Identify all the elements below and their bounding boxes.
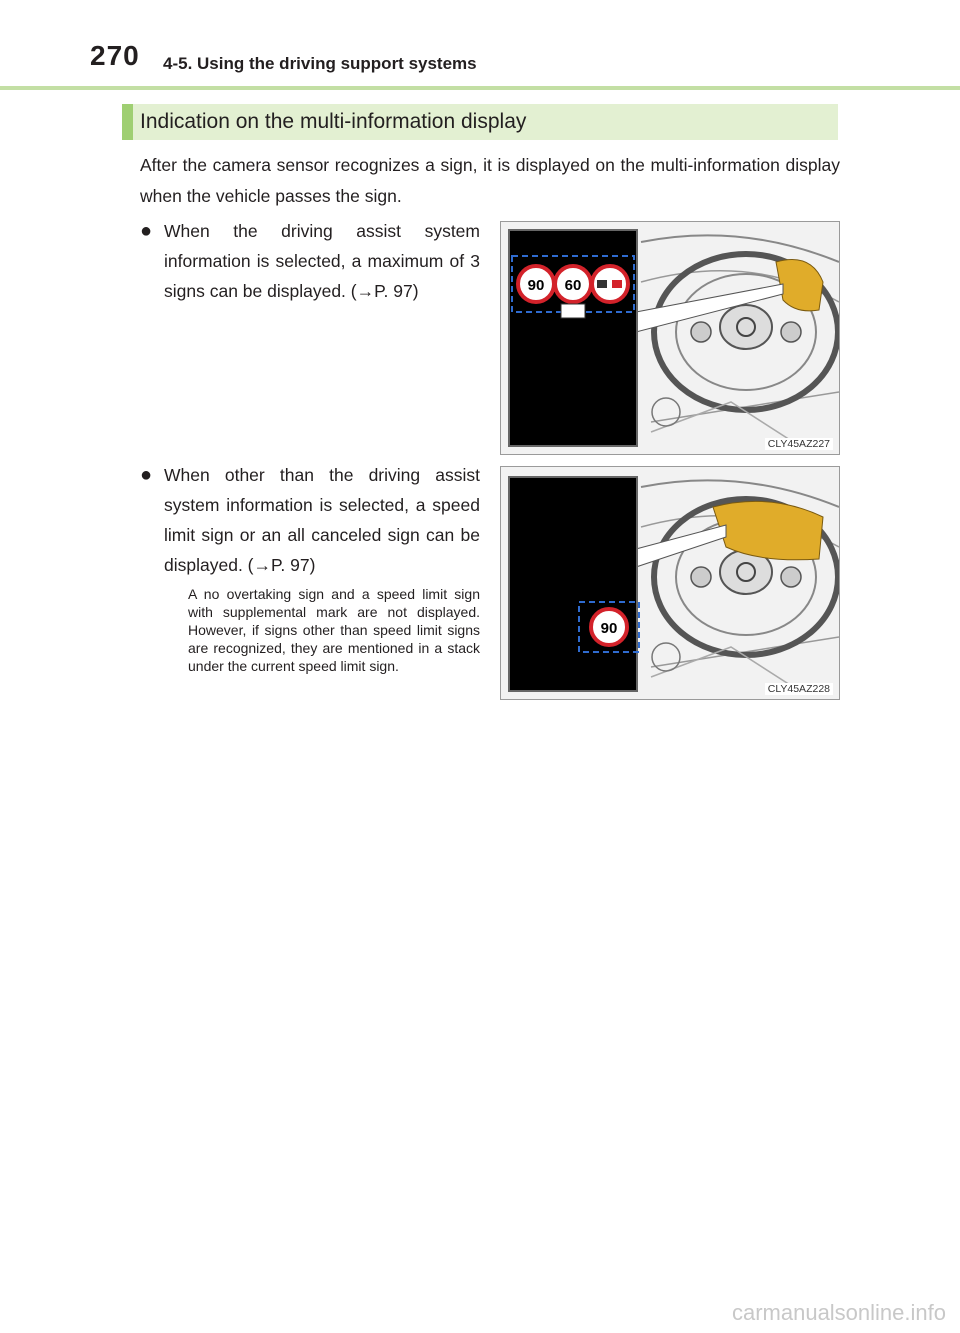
header-divider	[0, 86, 960, 90]
figure-code: CLY45AZ228	[765, 683, 833, 695]
figure-speed-limit-display	[500, 466, 840, 700]
speed-sign-label: 60	[564, 277, 582, 294]
speed-sign-label: 90	[600, 620, 618, 637]
bullet-text: When other than the driving assist system information is selected, a speed limit sign or an all canceled sign can be displayed. (→P. 97)	[164, 465, 480, 575]
section-heading	[122, 104, 838, 140]
chapter-title: 4-5. Using the driving support systems	[163, 54, 477, 73]
cockpit-illustration	[501, 467, 839, 699]
watermark: carmanualsonline.info	[731, 1300, 946, 1325]
note-text: A no overtaking sign and a speed limit sign with supplemental mark are not displayed. However, if signs other than speed limit signs are recognized, they are mentioned in a stack under the current speed limit sign.	[188, 586, 480, 674]
bullet-item-2	[140, 460, 480, 580]
bullet-item-1	[140, 216, 480, 306]
section-accent	[122, 104, 133, 140]
bullet-text: When the driving assist system information is selected, a maximum of 3 signs can be displayed. (→P. 97)	[164, 221, 480, 301]
bullet-icon: ●	[140, 220, 153, 242]
section-title: Indication on the multi-information display	[140, 110, 527, 133]
speed-sign-label: 90	[527, 277, 545, 294]
figure-driving-assist-display	[500, 221, 840, 455]
bullet-icon: ●	[140, 464, 153, 486]
page-number: 270	[90, 40, 140, 71]
cockpit-illustration	[501, 222, 839, 454]
page-header	[0, 0, 960, 92]
figure-code: CLY45AZ227	[765, 438, 833, 450]
intro-paragraph: After the camera sensor recognizes a sign, it is displayed on the multi-information display when the vehicle passes the sign.	[140, 155, 840, 206]
